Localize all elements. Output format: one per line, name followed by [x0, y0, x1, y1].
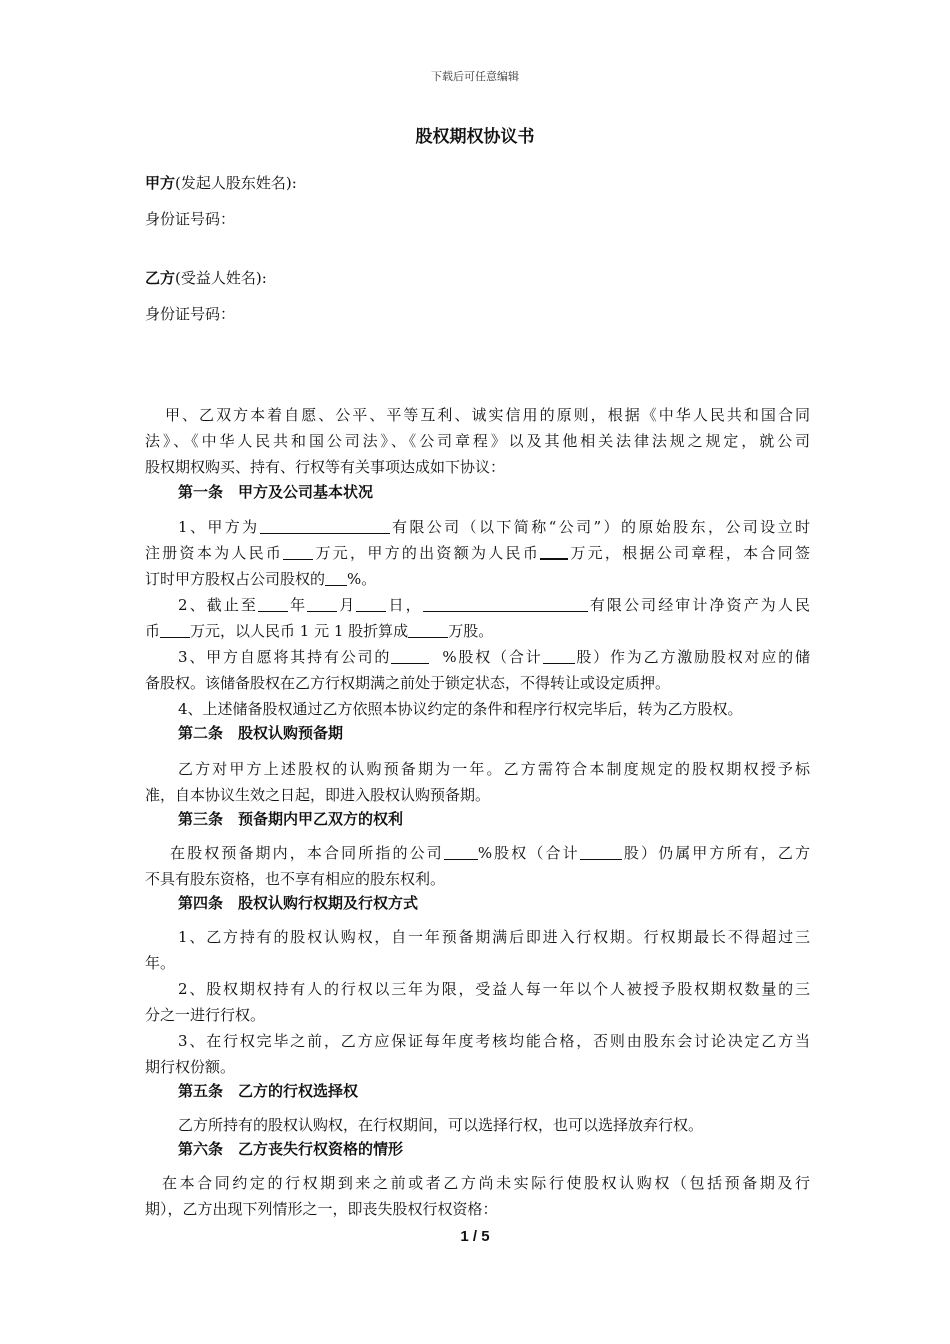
party-b-id: 身份证号码： — [145, 305, 236, 323]
article-2-line1: 乙方对甲方上述股权的认购预备期为一年。乙方需符合本制度规定的股权期权授予标 — [178, 760, 810, 778]
blank-registered-capital — [283, 543, 313, 560]
party-b-suffix: (受益人姓名): — [175, 269, 267, 287]
blank-reserve-shares — [543, 647, 575, 664]
article-1-p1-line1: 1、甲方为 有限公司（以下简称“公司”）的原始股东，公司设立时 — [178, 518, 810, 536]
preamble-line-2: 法》、《中华人民共和国公司法》、《公司章程》以及其他相关法律法规之规定，就公司 — [145, 432, 810, 450]
article-3-line1: 在股权预备期内，本合同所指的公司 %股权（合计 股）仍属甲方所有，乙方 — [170, 844, 810, 862]
article-4-item3-line1: 3、在行权完毕之前，乙方应保证每年度考核均能合格，否则由股东会讨论决定乙方当 — [178, 1032, 810, 1050]
party-a-label: 甲方 — [145, 174, 176, 192]
article-4-item1-line1: 1、乙方持有的股权认购权，自一年预备期满后即进入行权期。行权期最长不得超过三 — [178, 928, 810, 946]
article-1-p2-line1: 2、截止至 年 月 日， 有限公司经审计净资产为人民 — [178, 596, 810, 614]
preamble-line-1: 甲、乙双方本着自愿、公平、平等互利、诚实信用的原则，根据《中华人民共和国合同 — [165, 406, 810, 424]
article-2-line2: 准，自本协议生效之日起，即进入股权认购预备期。 — [145, 786, 491, 804]
article-6-line2: 期），乙方出现下列情形之一，即丧失股权行权资格： — [145, 1200, 498, 1218]
blank-company-name-2 — [423, 595, 588, 612]
blank-company-name — [260, 517, 390, 534]
party-a-line — [145, 172, 297, 193]
preamble-line-3: 股权期权购买、持有、行权等有关事项达成如下协议： — [145, 458, 506, 476]
page-number: 1 / 5 — [460, 1228, 490, 1245]
article-4-item1-line2: 年。 — [145, 954, 176, 972]
blank-shares-3 — [580, 843, 622, 860]
blank-percent-3 — [444, 843, 478, 860]
article-6-heading: 第六条 乙方丧失行权资格的情形 — [178, 1140, 404, 1158]
article-1-p1-line2: 注册资本为人民币 万元，甲方的出资额为人民币 万元，根据公司章程，本合同签 — [145, 544, 810, 562]
blank-net-assets — [160, 621, 190, 638]
article-4-heading: 第四条 股权认购行权期及行权方式 — [178, 894, 419, 912]
article-4-item2-line2: 分之一进行行权。 — [145, 1006, 266, 1024]
party-a-suffix: (发起人股东姓名): — [175, 174, 297, 192]
article-1-p2-line2: 币 万元，以人民币 1 元 1 股折算成 万股。 — [145, 622, 494, 640]
header-note: 下载后可任意编辑 — [431, 70, 519, 83]
party-b-line — [145, 267, 267, 288]
article-3-line2: 不具有股东资格，也不享有相应的股东权利。 — [145, 870, 446, 888]
article-6-line1: 在本合同约定的行权期到来之前或者乙方尚未实际行使股权认购权（包括预备期及行 — [162, 1174, 810, 1192]
blank-share-count — [408, 621, 448, 638]
article-1-p3-line2: 备股权。该储备股权在乙方行权期满之前处于锁定状态，不得转让或设定质押。 — [145, 674, 671, 692]
blank-year — [258, 595, 288, 612]
blank-day — [356, 595, 386, 612]
article-1-p1-line3: 订时甲方股权占公司股权的 %。 — [145, 570, 377, 588]
document-title: 股权期权协议书 — [415, 127, 535, 147]
party-a-id: 身份证号码： — [145, 210, 236, 228]
party-b-label: 乙方 — [145, 269, 176, 287]
blank-reserve-percent — [391, 647, 429, 664]
blank-equity-percent — [325, 569, 347, 586]
article-3-heading: 第三条 预备期内甲乙双方的权利 — [178, 810, 404, 828]
article-4-item3-line2: 期行权份额。 — [145, 1058, 236, 1076]
article-4-item2-line1: 2、股权期权持有人的行权以三年为限，受益人每一年以个人被授予股权期权数量的三 — [178, 980, 810, 998]
article-1-p3-line1: 3、甲方自愿将其持有公司的 %股权（合计 股）作为乙方激励股权对应的储 — [178, 648, 810, 666]
article-2-heading: 第二条 股权认购预备期 — [178, 724, 344, 742]
blank-month — [307, 595, 337, 612]
blank-contribution — [540, 542, 568, 560]
article-1-p4: 4、上述储备股权通过乙方依照本协议约定的条件和程序行权完毕后，转为乙方股权。 — [178, 700, 743, 718]
article-5-line: 乙方所持有的股权认购权，在行权期间，可以选择行权，也可以选择放弃行权。 — [178, 1116, 704, 1134]
article-1-heading: 第一条 甲方及公司基本状况 — [178, 483, 374, 501]
article-5-heading: 第五条 乙方的行权选择权 — [178, 1082, 359, 1100]
